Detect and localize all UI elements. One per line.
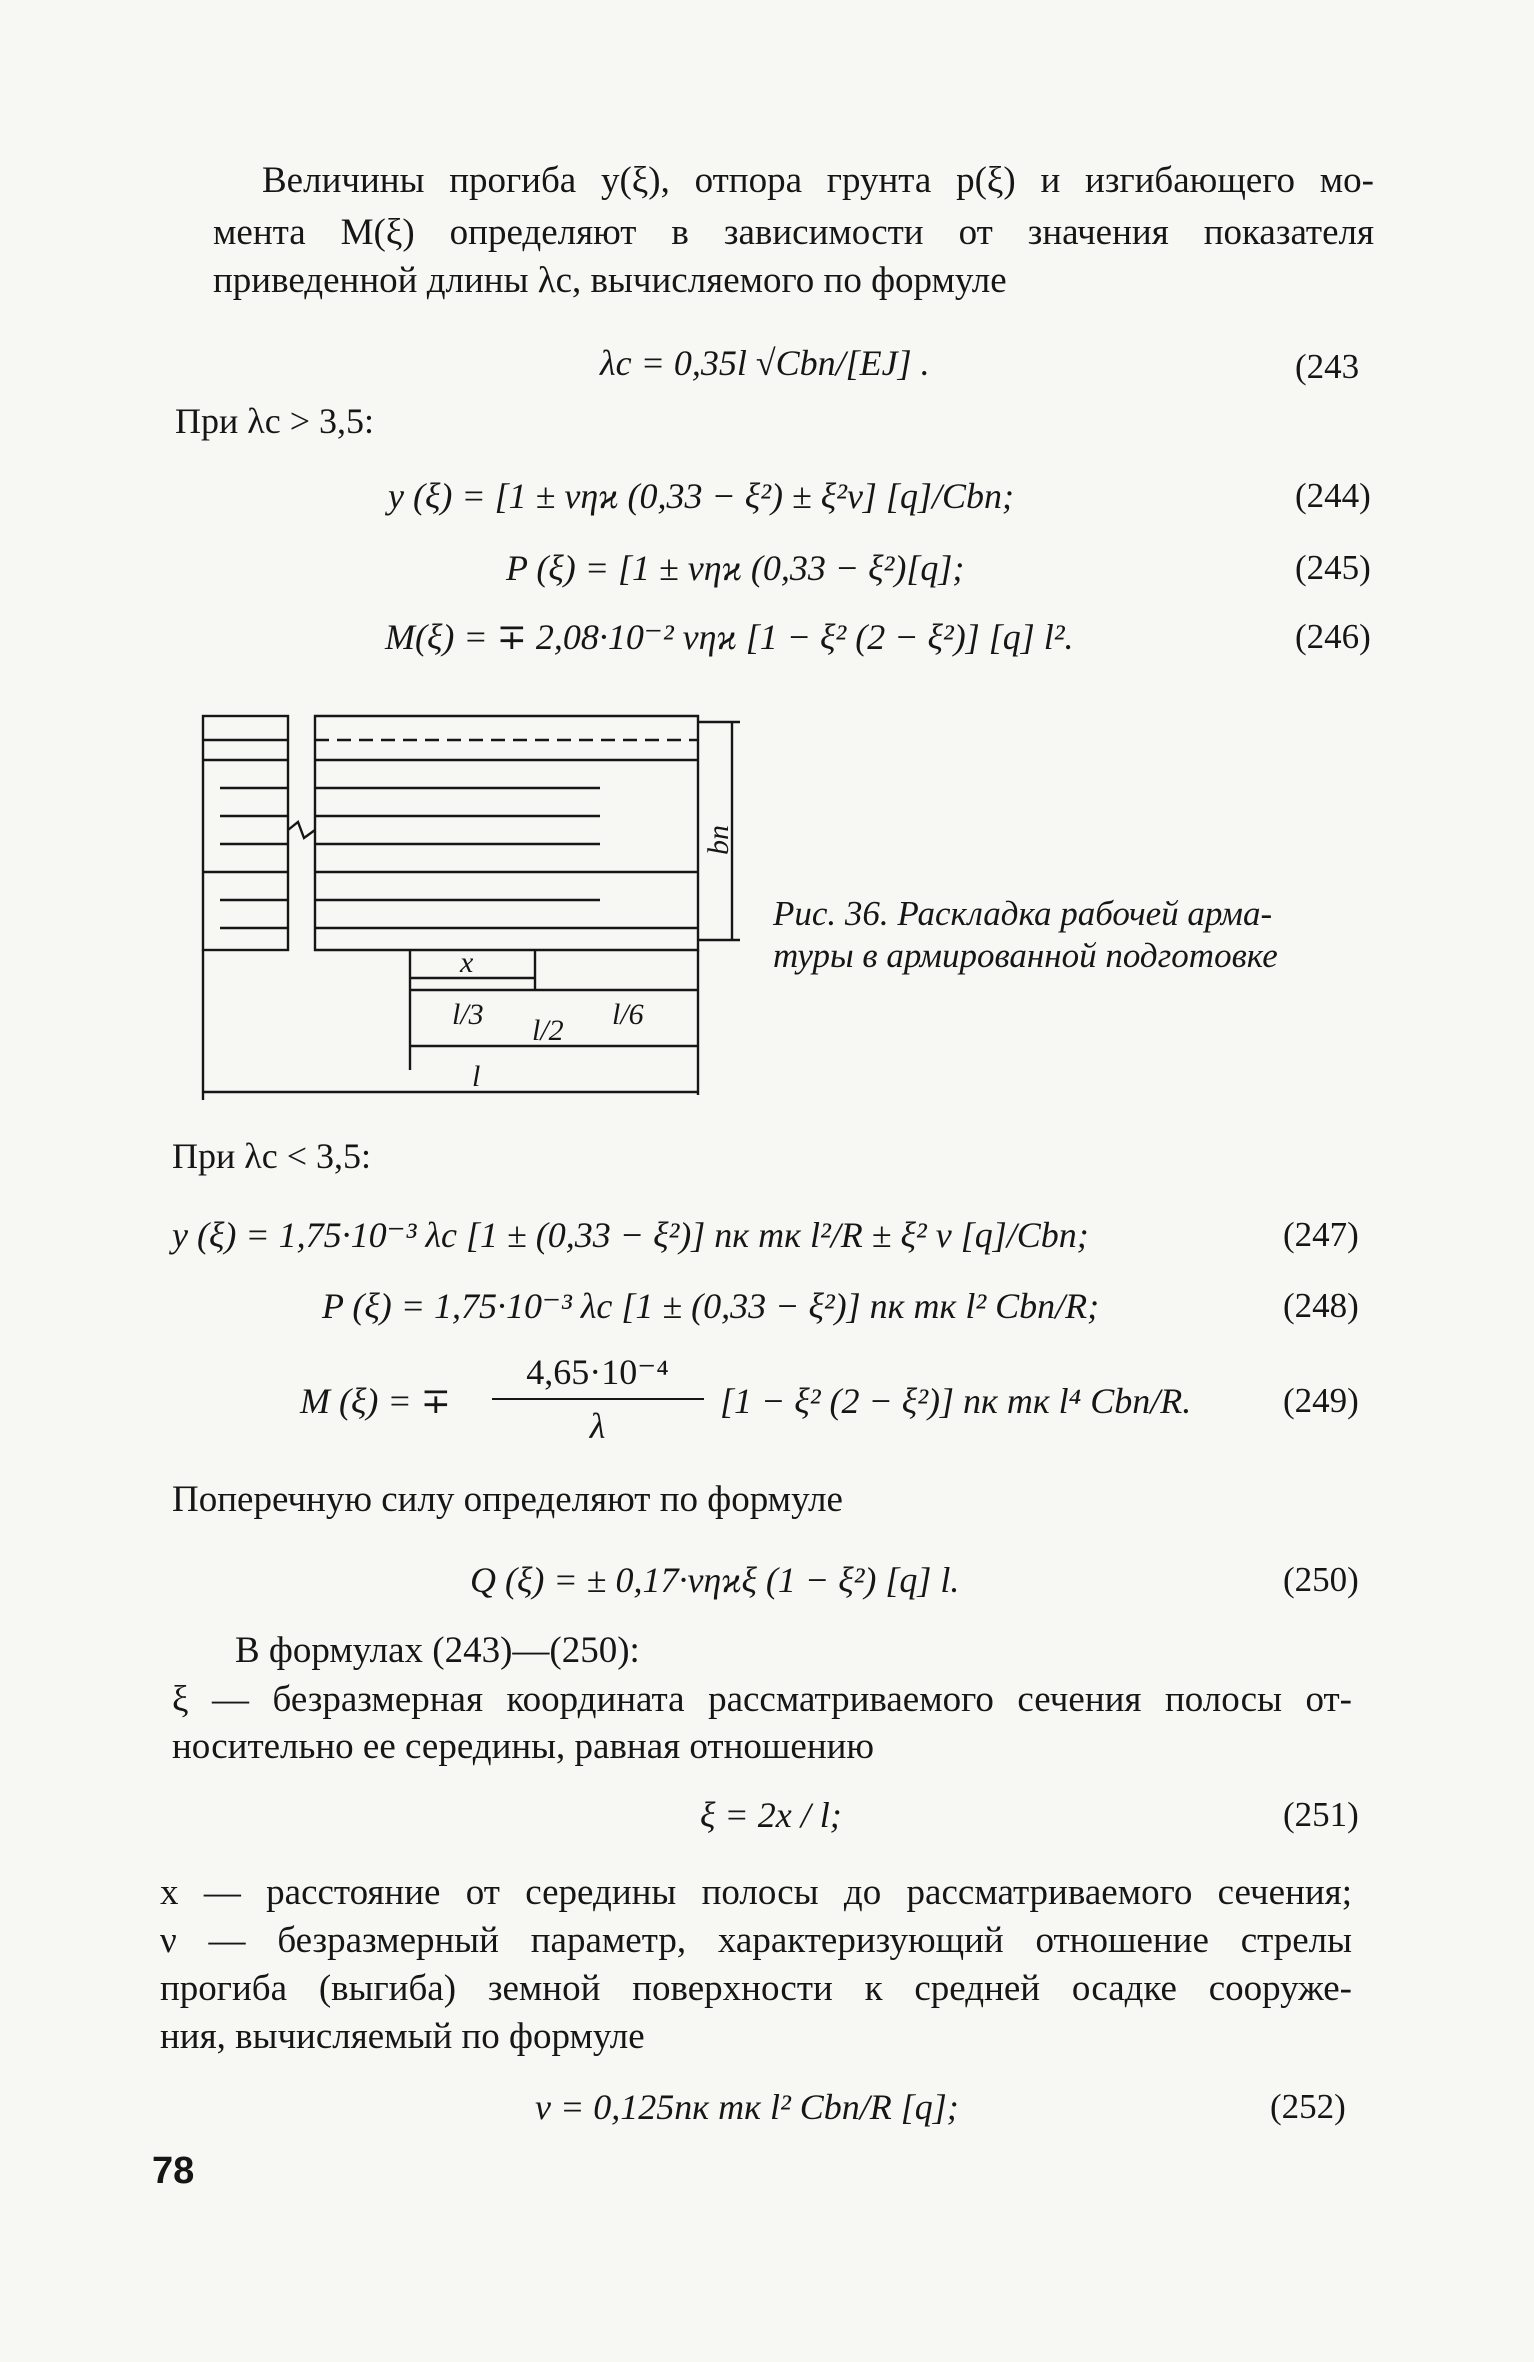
equation-246: M(ξ) = ∓ 2,08·10⁻² νηϰ [1 − ξ² (2 − ξ²)] [q] l². [385, 617, 1074, 657]
equation-247: y (ξ) = 1,75·10⁻³ λс [1 ± (0,33 − ξ²)] nк mк l²/R ± ξ² ν [q]/Cbп; [172, 1215, 1089, 1255]
right-strip-block [315, 716, 698, 950]
equation-249-left: M (ξ) = ∓ [300, 1381, 451, 1421]
label-l2: l/2 [532, 1014, 564, 1047]
paragraph-line: Поперечную силу определяют по формуле [172, 1479, 843, 1520]
equation-number: (245) [1295, 548, 1371, 587]
equation-number: (248) [1283, 1286, 1359, 1325]
equation-250: Q (ξ) = ± 0,17·νηϰξ (1 − ξ²) [q] l. [470, 1560, 960, 1600]
paragraph-line: мента M(ξ) определяют в зависимости от значения показателя [213, 212, 1374, 253]
condition-label: При λс > 3,5: [175, 401, 375, 441]
equation-252: ν = 0,125nк mк l² Cbп/R [q]; [535, 2087, 959, 2127]
equation-number: (250) [1283, 1560, 1359, 1599]
left-strip-block [203, 716, 288, 950]
equation-249-denominator: λ [589, 1406, 606, 1446]
equation-number: (243 [1295, 347, 1360, 386]
definition-line: ния, вычисляемый по формуле [160, 2016, 645, 2057]
figure-caption: Рис. 36. Раскладка рабочей арма- [773, 894, 1273, 933]
condition-label: При λс < 3,5: [172, 1136, 372, 1176]
equation-number: (251) [1283, 1795, 1359, 1834]
paragraph-line: Величины прогиба y(ξ), отпора грунта p(ξ) и изгибающего мо- [262, 160, 1374, 201]
definition-line: ν — безразмерный параметр, характеризующий отношение стрелы [160, 1920, 1352, 1961]
equation-243: λс = 0,35l √Cbп/[EJ] . [600, 343, 930, 383]
equation-251: ξ = 2x / l; [700, 1795, 842, 1835]
equation-248: P (ξ) = 1,75·10⁻³ λс [1 ± (0,33 − ξ²)] nк mк l² Cbп/R; [322, 1286, 1100, 1326]
definition-line: x — расстояние от середины полосы до рассматриваемого сечения; [160, 1872, 1352, 1913]
equation-245: P (ξ) = [1 ± νηϰ (0,33 − ξ²)[q]; [506, 548, 965, 588]
reinforcement-layout-diagram [180, 700, 760, 1120]
equation-number: (249) [1283, 1381, 1359, 1420]
equation-number: (247) [1283, 1215, 1359, 1254]
equation-number: (244) [1295, 476, 1371, 515]
label-bn: bп [702, 825, 735, 855]
equation-249-numerator: 4,65·10⁻⁴ [526, 1352, 669, 1392]
page-number: 78 [152, 2150, 195, 2192]
equation-244: y (ξ) = [1 ± νηϰ (0,33 − ξ²) ± ξ²ν] [q]/Cbп; [388, 476, 1014, 516]
label-x: x [460, 946, 474, 979]
definition-line: ξ — безразмерная координата рассматриваемого сечения полосы от- [172, 1679, 1352, 1720]
paragraph-line: приведенной длины λс, вычисляемого по формуле [213, 260, 1007, 301]
equation-number: (246) [1295, 617, 1371, 656]
equation-number: (252) [1270, 2087, 1346, 2126]
figure-caption: туры в армированной подготовке [773, 936, 1278, 975]
definition-line: носительно ее середины, равная отношению [172, 1726, 875, 1767]
equation-249-right: [1 − ξ² (2 − ξ²)] nк mк l⁴ Cbп/R. [720, 1381, 1192, 1421]
paragraph-line: В формулах (243)—(250): [235, 1630, 640, 1671]
label-l3: l/3 [452, 998, 484, 1031]
label-l: l [472, 1060, 481, 1093]
definition-line: прогиба (выгиба) земной поверхности к средней осадке сооруже- [160, 1968, 1352, 2009]
label-l6: l/6 [612, 998, 644, 1031]
fraction-bar [492, 1398, 704, 1400]
